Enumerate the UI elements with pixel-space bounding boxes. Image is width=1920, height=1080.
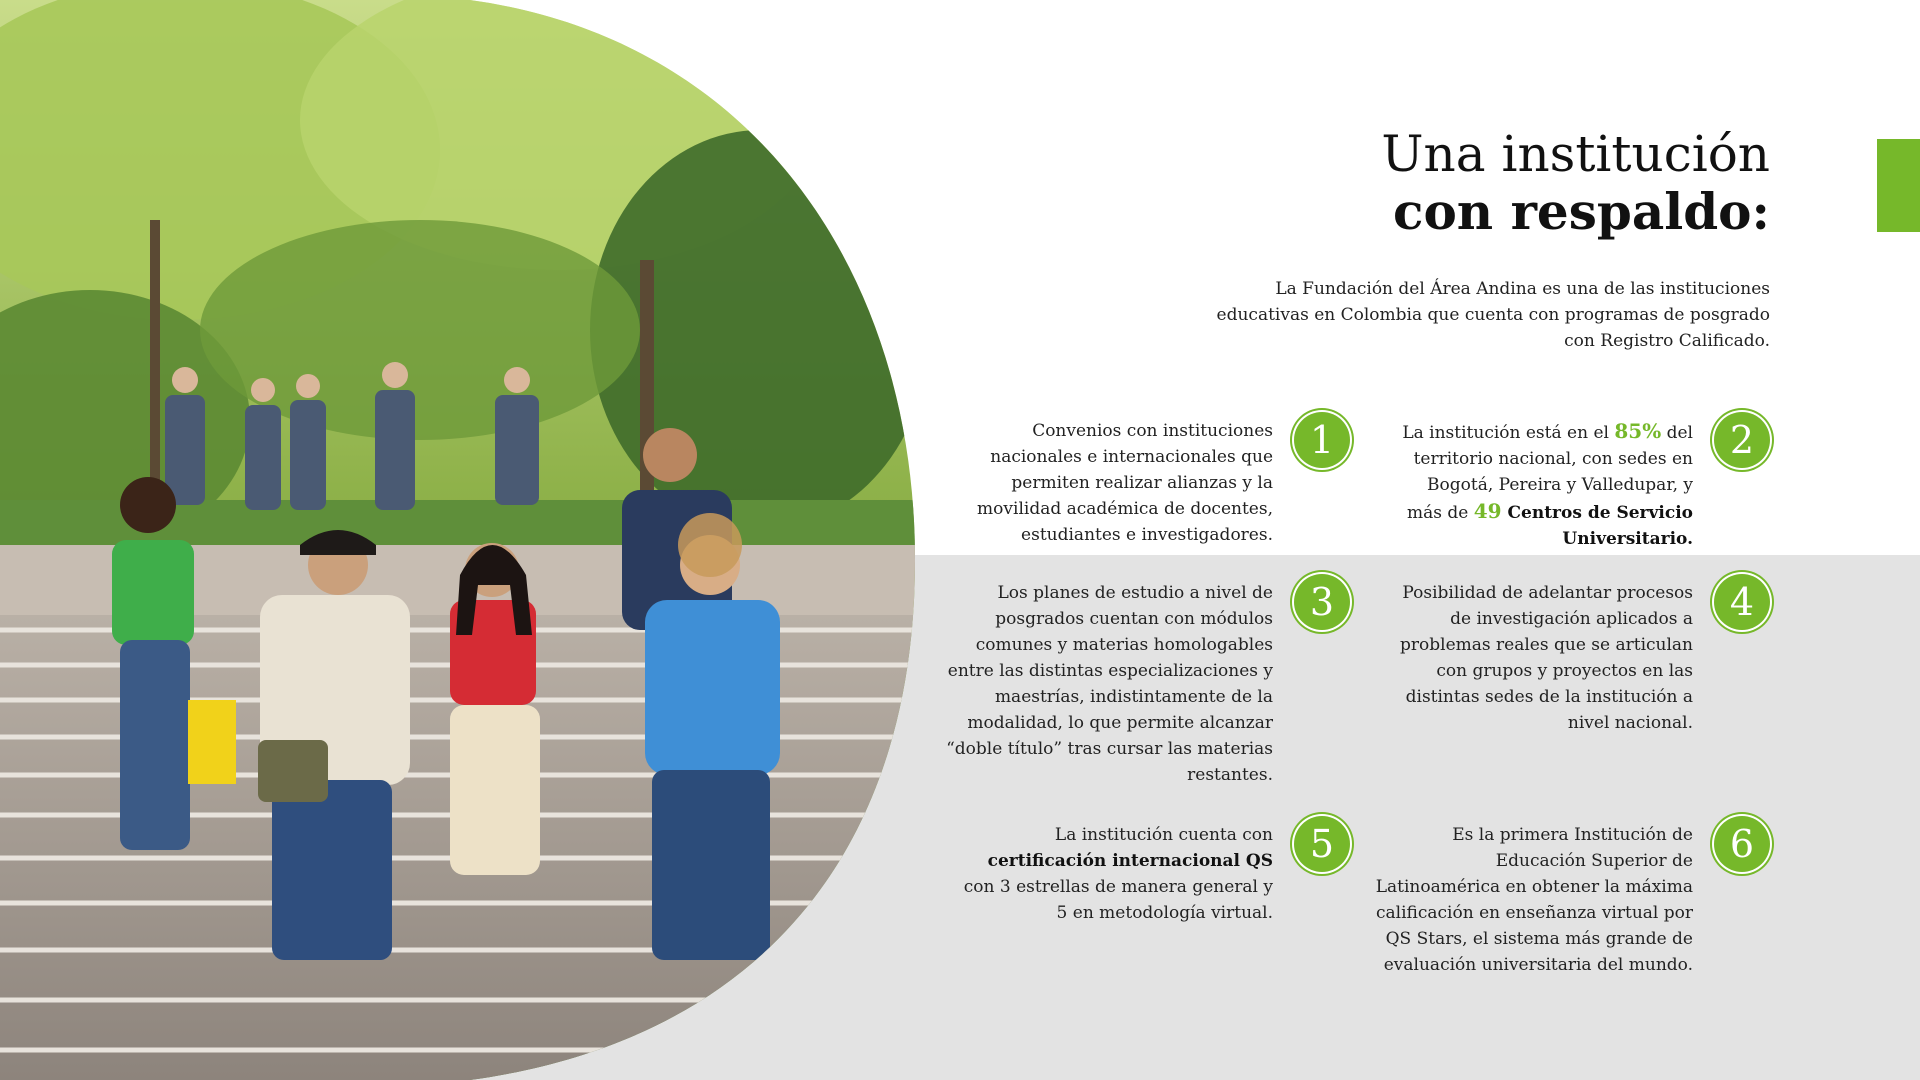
number-badge-3-icon: 3 xyxy=(1294,574,1350,630)
green-accent-bar xyxy=(1877,139,1920,232)
number-badge-4-icon: 4 xyxy=(1714,574,1770,630)
number-badge-1-icon: 1 xyxy=(1294,412,1350,468)
feature-item-3 xyxy=(930,580,1350,785)
title-line-2: con respaldo: xyxy=(1393,182,1770,241)
feature-text-3: Los planes de estudio a nivel de posgrados cuentan con módulos comunes y materias homologables entre las distintas especializaciones y maestrías, indistintamente de la modalidad, lo que permite alcanzar “doble título” tras cursar las materias restantes. xyxy=(946,583,1273,785)
feature-item-5 xyxy=(930,822,1350,923)
feature-text-4: Posibilidad de adelantar procesos de investigación aplicados a problemas reales que se articulan con grupos y proyectos en las distintas sedes de la institución a nivel nacional. xyxy=(1400,583,1693,733)
feature-item-4 xyxy=(1350,580,1770,733)
intro-paragraph: La Fundación del Área Andina es una de las instituciones educativas en Colombia que cuenta con programas de posgrado con Registro Calificado. xyxy=(1216,279,1770,351)
title-line-1: Una institución xyxy=(1381,125,1770,183)
feature-item-1 xyxy=(930,418,1350,545)
feature-text-2: La institución está en el 85% del territorio nacional, con sedes en Bogotá, Pereira y Valledupar, y más de 49 Centros de Servicio Universitario. xyxy=(1402,419,1693,549)
students-photo xyxy=(0,0,915,1080)
highlight-85-percent: 85% xyxy=(1614,419,1662,443)
feature-item-2 xyxy=(1350,418,1770,549)
feature-text-6: Es la primera Institución de Educación Superior de Latinoamérica en obtener la máxima calificación en enseñanza virtual por QS Stars, el sistema más grande de evaluación universitaria del mundo. xyxy=(1375,825,1693,975)
highlight-qs-certification: certificación internacional QS xyxy=(987,851,1273,871)
number-badge-6-icon: 6 xyxy=(1714,816,1770,872)
students-walking-stairs-photo-icon xyxy=(0,0,915,1080)
page-title xyxy=(1381,125,1770,241)
highlight-49: 49 xyxy=(1473,499,1502,523)
feature-text-5: La institución cuenta con certificación internacional QS con 3 estrellas de manera general y 5 en metodología virtual. xyxy=(963,825,1273,923)
number-badge-5-icon: 5 xyxy=(1294,816,1350,872)
feature-item-6 xyxy=(1350,822,1770,975)
feature-text-1: Convenios con instituciones nacionales e internacionales que permiten realizar alianzas y la movilidad académica de docentes, estudiantes e investigadores. xyxy=(977,421,1273,545)
number-badge-2-icon: 2 xyxy=(1714,412,1770,468)
